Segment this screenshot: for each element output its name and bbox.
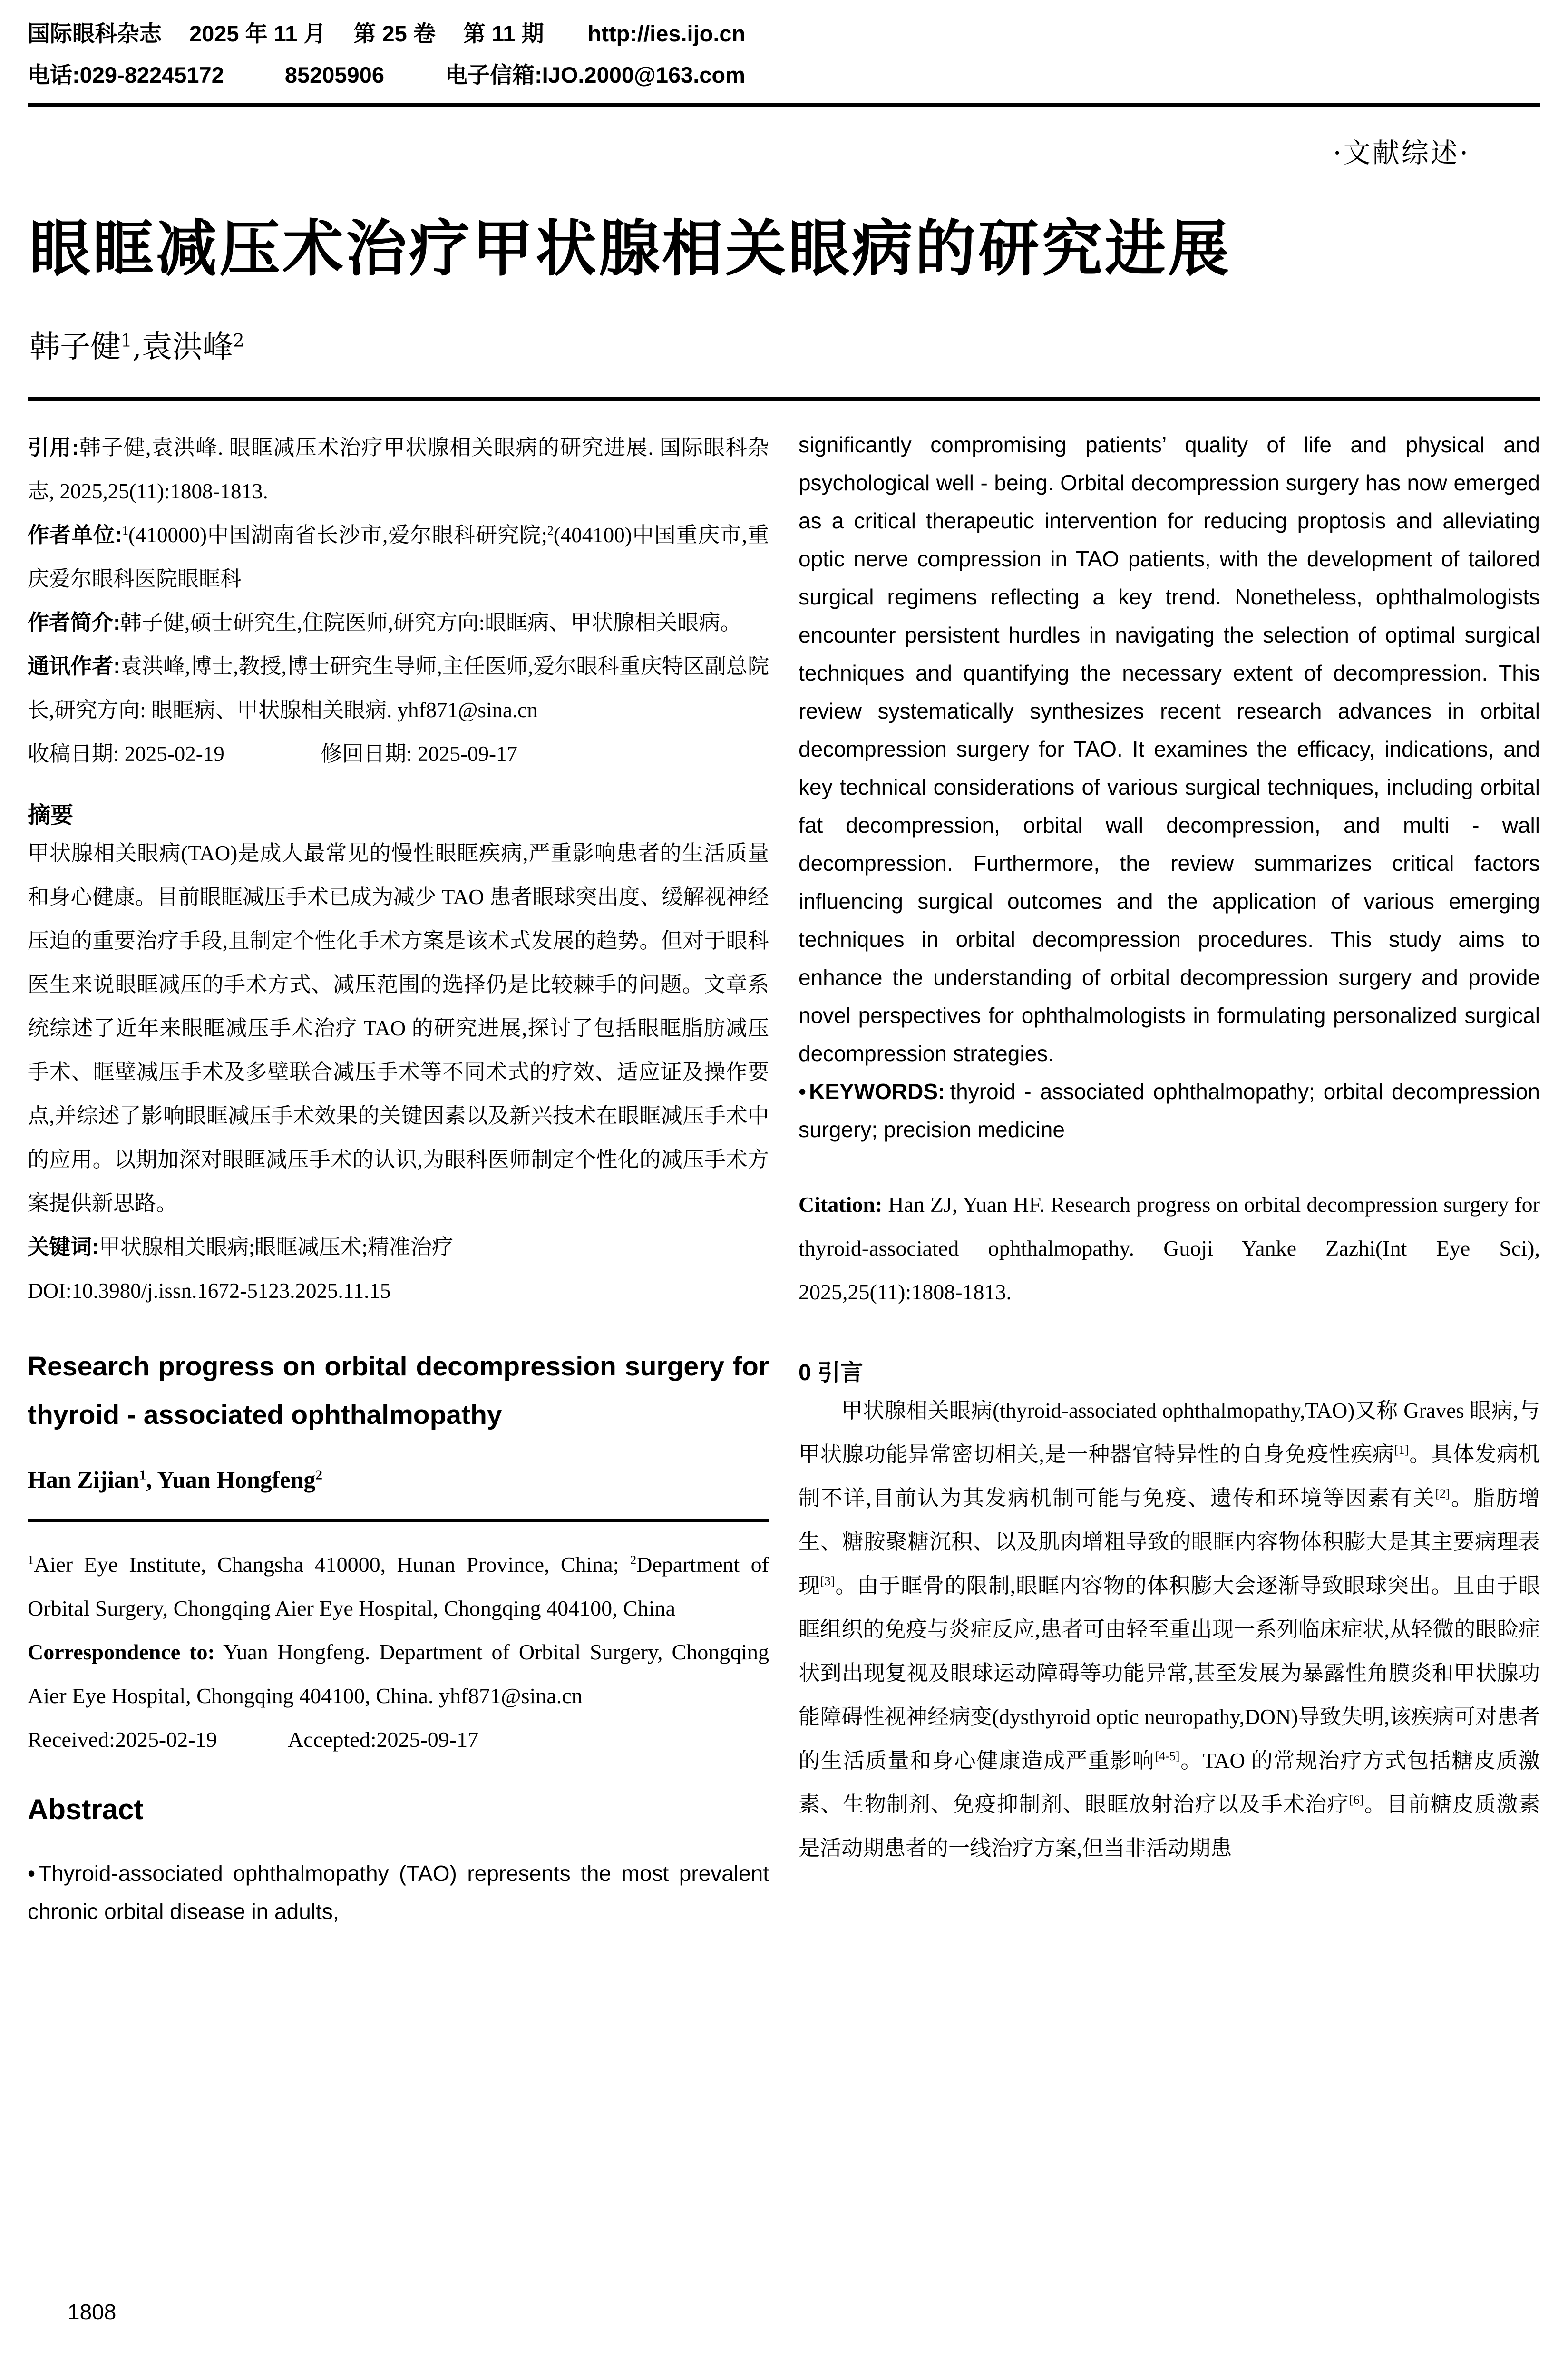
authors-en: Han Zijian$^1$, Yuan Hongfeng$^2$ — [28, 1466, 322, 1493]
accepted-date-en-label: Accepted: — [288, 1727, 377, 1752]
header-rule — [28, 103, 1540, 107]
intro-paragraph: 甲状腺相关眼病(thyroid-associated ophthalmopathy,TAO)又称 Graves 眼病,与甲状腺功能异常密切相关,是一种器官特异性的自身免疫性疾病[1]。具体发病机制不详,目前认为其发病机制可能与免疫、遗传和环境等因素有关[2]。脂肪增生、糖胺聚糖沉积、以及肌肉增粗导致的眼眶内容物体积膨大是其主要病理表现[3]。由于眶骨的限制,眼眶内容物的体积膨大会逐渐导致眼球突出。且由于眼眶组织的免疫与炎症反应,患者可由轻至重出现一系列临床症状,从轻微的眼睑症状到出现复视及眼球运动障碍等功能异常,甚至发展为暴露性角膜炎和甲状腺功能障碍性视神经病变(dysthyroid optic neuropathy,DON)导致失明,该疾病可对患者的生活质量和身心健康造成严重影响[4-5]。TAO 的常规治疗方式包括糖皮质激素、生物制剂、免疫抑制剂、眼眶放射治疗以及手术治疗[6]。目前糖皮质激素是活动期患者的一线治疗方案,但当非活动期患 — [799, 1399, 1540, 1860]
journal-header-line1 — [28, 16, 1540, 48]
doi-line: DOI:10.3980/j.issn.1672-5123.2025.11.15 — [28, 1279, 391, 1303]
citation-en-label: Citation: — [799, 1192, 883, 1217]
corresponding-author-cn-text: 袁洪峰,博士,教授,博士研究生导师,主任医师,爱尔眼科重庆特区副总院长,研究方向: 眼眶病、甲状腺相关眼病. yhf871@sina.cn — [28, 654, 769, 722]
abstract-cn-text: 甲状腺相关眼病(TAO)是成人最常见的慢性眼眶疾病,严重影响患者的生活质量和身心健康。目前眼眶减压手术已成为减少 TAO 患者眼球突出度、缓解视神经压迫的重要治疗手段,且制定个性化手术方案是该术式发展的趋势。但对于眼科医生来说眼眶减压的手术方式、减压范围的选择仍是比较棘手的问题。文章系统综述了近年来眼眶减压手术治疗 TAO 的研究进展,探讨了包括眼眶脂肪减压手术、眶壁减压手术及多壁联合减压手术等不同术式的疗效、适应证及操作要点,并综述了影响眼眶减压手术效果的关键因素以及新兴技术在眼眶减压手术中的应用。以期加深对眼眶减压手术的认识,为眼科医师制定个性化的减压手术方案提供新思路。 — [28, 841, 769, 1215]
correspondence-en-label: Correspondence to: — [28, 1640, 215, 1664]
journal-header-line2 — [28, 58, 1540, 89]
article-type-mark: ·文献综述· — [1333, 137, 1470, 169]
revised-date-cn-label: 修回日期: — [321, 742, 412, 766]
keywords-cn — [28, 1225, 769, 1269]
keywords-cn-text: 甲状腺相关眼病;眼眶减压术;精准治疗 — [99, 1235, 454, 1259]
author-bio-cn-text: 韩子健,硕士研究生,住院医师,研究方向:眼眶病、甲状腺相关眼病。 — [120, 611, 742, 634]
bullet-icon: • — [28, 1861, 36, 1886]
author-bio-cn — [28, 601, 769, 644]
keywords-en-text: thyroid - associated ophthalmopathy; orbital decompression surgery; precision medicine — [799, 1079, 1540, 1142]
journal-name: 国际眼科杂志 — [28, 21, 162, 46]
keywords-en — [799, 1072, 1540, 1149]
phone-number-2: 85205906 — [284, 62, 384, 88]
abstract-en-start — [28, 1854, 769, 1930]
received-date-en-label: Received: — [28, 1727, 115, 1752]
author-affiliation-cn — [28, 513, 769, 601]
right-column — [799, 426, 1540, 1930]
issue-date: 2025 年 11 月 — [189, 21, 326, 46]
intro-heading: 0 引言 — [799, 1360, 864, 1385]
citation-en-text: Han ZJ, Yuan HF. Research progress on orbital decompression surgery for thyroid-associated ophthalmopathy. Guoji Yanke Zazhi(Int Eye Sci), 2025,25(11):1808-1813. — [799, 1192, 1540, 1304]
correspondence-en-text: Yuan Hongfeng. Department of Orbital Surgery, Chongqing Aier Eye Hospital, Chongqing 404100, China. yhf871@sina.cn — [28, 1640, 769, 1708]
dates-cn — [28, 732, 769, 776]
abstract-en-start-text: Thyroid-associated ophthalmopathy (TAO) represents the most prevalent chronic orbital disease in adults, — [28, 1861, 769, 1924]
journal-email: 电子信箱:IJO.2000@163.com — [445, 62, 745, 88]
article-title-en: Research progress on orbital decompression surgery for thyroid - associated ophthalmopathy — [28, 1351, 769, 1430]
corresponding-author-cn-label: 通讯作者: — [28, 654, 121, 678]
revised-date-cn-value: 2025-09-17 — [418, 742, 517, 766]
keywords-cn-label: 关键词: — [28, 1235, 99, 1259]
dates-en — [28, 1718, 769, 1762]
volume-label: 第 25 卷 — [353, 21, 436, 46]
author-affiliation-cn-text: $^1$(410000)中国湖南省长沙市,爱尔眼科研究院;$^2$(404100)中国重庆市,重庆爱尔眼科医院眼眶科 — [28, 523, 769, 591]
journal-url: http://ies.ijo.cn — [587, 21, 746, 46]
author-affiliation-cn-label: 作者单位: — [28, 523, 122, 547]
issue-number-label: 第 11 期 — [463, 21, 544, 46]
affiliation-rule — [28, 1519, 769, 1522]
left-column — [28, 426, 769, 1930]
correspondence-en — [28, 1630, 769, 1718]
article-title-cn: 眼眶减压术治疗甲状腺相关眼病的研究进展 — [29, 215, 1232, 283]
page-number: 1808 — [68, 2299, 117, 2324]
corresponding-author-cn — [28, 644, 769, 732]
authors-cn: 韩子健$^1$,袁洪峰$^2$ — [29, 330, 244, 365]
received-date-cn-label: 收稿日期: — [28, 742, 119, 766]
bullet-icon: • — [799, 1079, 807, 1104]
keywords-en-label: KEYWORDS: — [809, 1079, 945, 1104]
citation-cn-label: 引用: — [28, 435, 79, 459]
author-bio-cn-label: 作者简介: — [28, 610, 120, 634]
received-date-cn-value: 2025-02-19 — [124, 742, 224, 766]
citation-en — [799, 1183, 1540, 1314]
citation-cn — [28, 426, 769, 513]
affiliation-en: $^1$Aier Eye Institute, Changsha 410000, Hunan Province, China; $^2$Department of Orbital Surgery, Chongqing Aier Eye Hospital, Chongqing 404100, China — [28, 1552, 769, 1620]
citation-cn-text: 韩子健,袁洪峰. 眼眶减压术治疗甲状腺相关眼病的研究进展. 国际眼科杂志, 2025,25(11):1808-1813. — [28, 436, 769, 503]
abstract-en-continued: significantly compromising patients’ quality of life and physical and psychological well - being. Orbital decompression surgery has now emerged as a critical therapeutic intervention for reducing proptosis and alleviating optic nerve compression in TAO patients, with the development of tailored surgical regimens reflecting a key trend. Nonetheless, ophthalmologists encounter persistent hurdles in navigating the selection of optimal surgical techniques and quantifying the necessary extent of decompression. This review systematically synthesizes recent research advances in orbital decompression surgery for TAO. It examines the efficacy, indications, and key technical considerations of various surgical techniques, including orbital fat decompression, orbital wall decompression, and multi - wall decompression. Furthermore, the review summarizes critical factors influencing surgical outcomes and the application of various emerging techniques in orbital decompression procedures. This study aims to enhance the understanding of orbital decompression surgery and provide novel perspectives for ophthalmologists in formulating personalized surgical decompression strategies. — [799, 432, 1540, 1066]
received-date-en-value: 2025-02-19 — [115, 1727, 217, 1752]
abstract-en-heading: Abstract — [28, 1793, 144, 1825]
accepted-date-en-value: 2025-09-17 — [376, 1727, 479, 1752]
abstract-cn-heading: 摘要 — [28, 803, 74, 828]
phone-number: 电话:029-82245172 — [28, 62, 224, 88]
title-rule — [28, 397, 1540, 401]
